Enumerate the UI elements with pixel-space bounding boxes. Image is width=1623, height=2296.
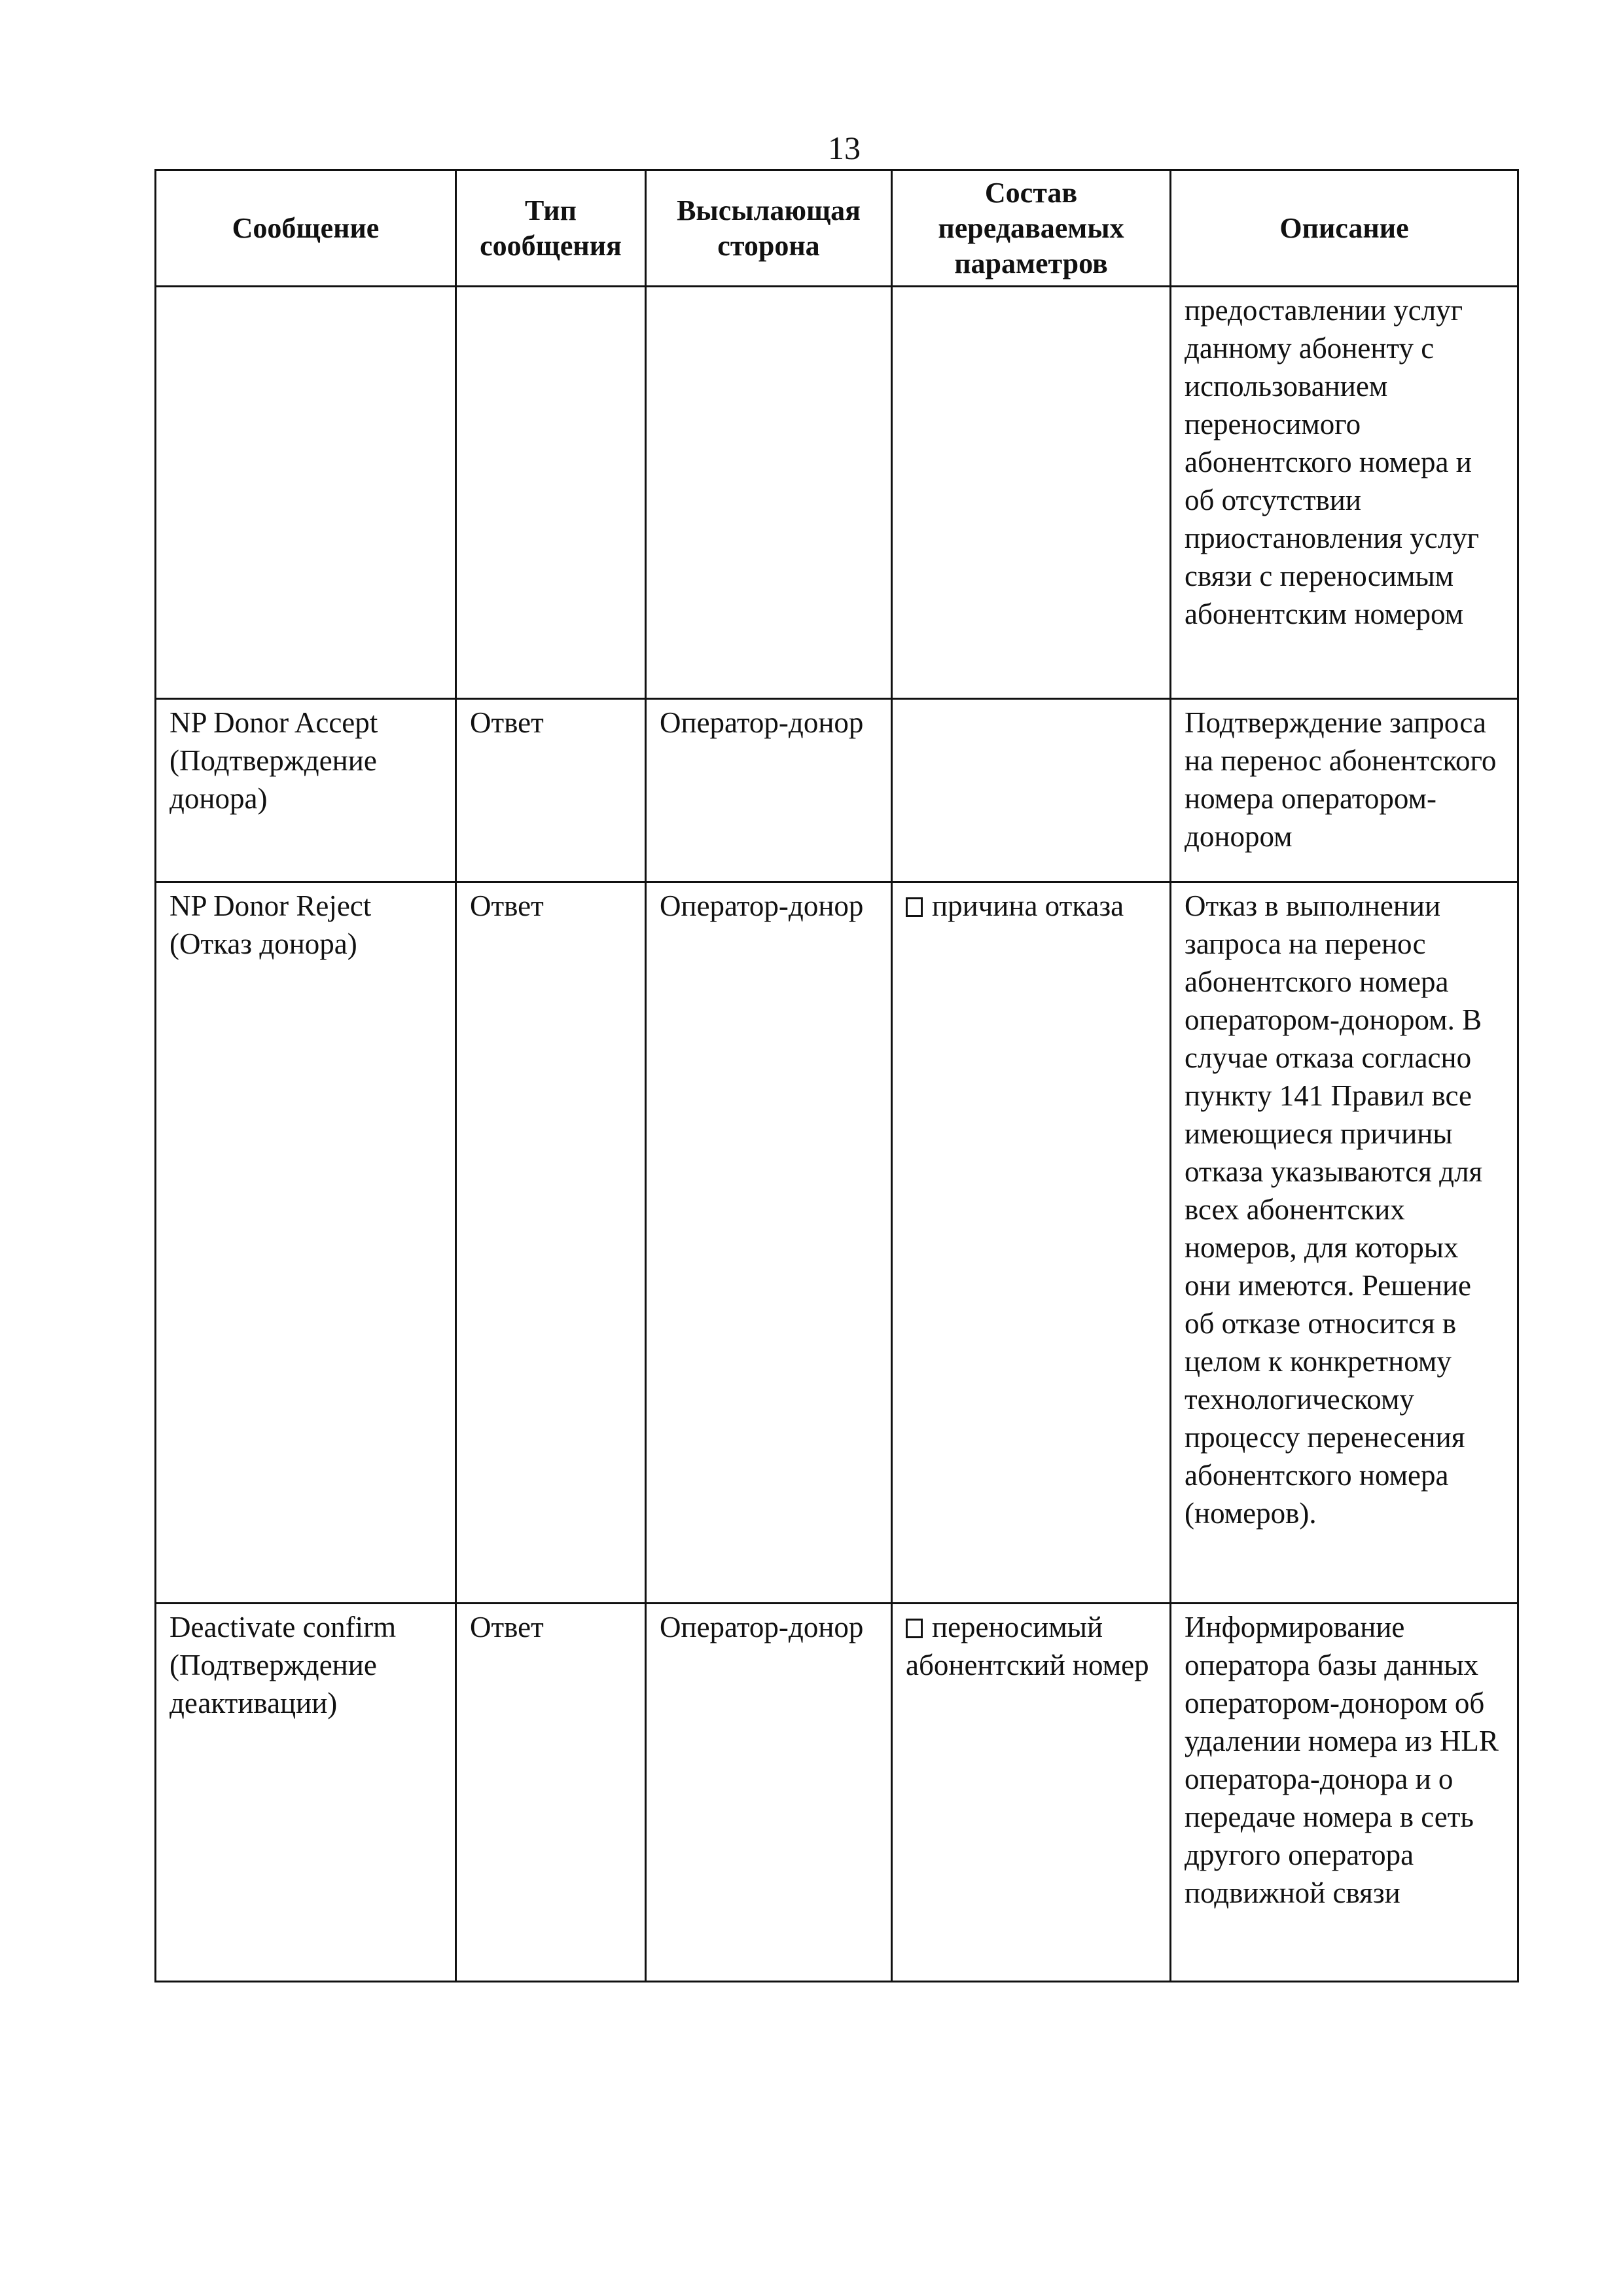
cell-type: Ответ — [456, 1604, 646, 1982]
cell-params — [892, 287, 1171, 699]
cell-description: Информирование оператора базы данных оператором-донором об удалении номера из HLR оператора-донора и о передаче номера в сеть другого оператора подвижной связи — [1171, 1604, 1518, 1982]
table-row — [156, 287, 1518, 699]
cell-message — [156, 287, 456, 699]
header-description: Описание — [1171, 170, 1518, 287]
cell-sender: Оператор-донор — [646, 699, 892, 882]
cell-message: NP Donor Accept (Подтверждение донора) — [156, 699, 456, 882]
cell-type: Ответ — [456, 699, 646, 882]
cell-sender — [646, 287, 892, 699]
cell-description: Подтверждение запроса на перенос абонентского номера оператором-донором — [1171, 699, 1518, 882]
cell-message: NP Donor Reject (Отказ донора) — [156, 882, 456, 1604]
cell-params — [892, 1604, 1171, 1982]
header-sender: Высылающая сторона — [646, 170, 892, 287]
table-row — [156, 699, 1518, 882]
checkbox-icon — [906, 897, 923, 917]
param-text: переносимый абонентский номер — [906, 1611, 1149, 1681]
cell-type: Ответ — [456, 882, 646, 1604]
table-row — [156, 882, 1518, 1604]
header-params: Состав передаваемых параметров — [892, 170, 1171, 287]
cell-type — [456, 287, 646, 699]
header-message: Сообщение — [156, 170, 456, 287]
cell-description: предоставлении услуг данному абоненту с использованием переносимого абонентского номера и об отсутствии приостановления услуг связи с переносимым абонентским номером — [1171, 287, 1518, 699]
messages-table — [154, 169, 1519, 1982]
page-number: 13 — [828, 130, 861, 166]
cell-params — [892, 882, 1171, 1604]
cell-sender: Оператор-донор — [646, 1604, 892, 1982]
cell-sender: Оператор-донор — [646, 882, 892, 1604]
cell-description: Отказ в выполнении запроса на перенос абонентского номера оператором-донором. В случае отказа согласно пункту 141 Правил все имеющиеся причины отказа указываются для всех абонентских номеров, для которых они имеются. Решение об отказе относится в целом к конкретному технологическому процессу перенесения абонентского номера (номеров). — [1171, 882, 1518, 1604]
cell-message: Deactivate confirm (Подтверждение деактивации) — [156, 1604, 456, 1982]
checkbox-icon — [906, 1619, 923, 1638]
table-header-row — [156, 170, 1518, 287]
param-text: причина отказа — [932, 889, 1124, 922]
table-row — [156, 1604, 1518, 1982]
header-type: Тип сообщения — [456, 170, 646, 287]
cell-params — [892, 699, 1171, 882]
